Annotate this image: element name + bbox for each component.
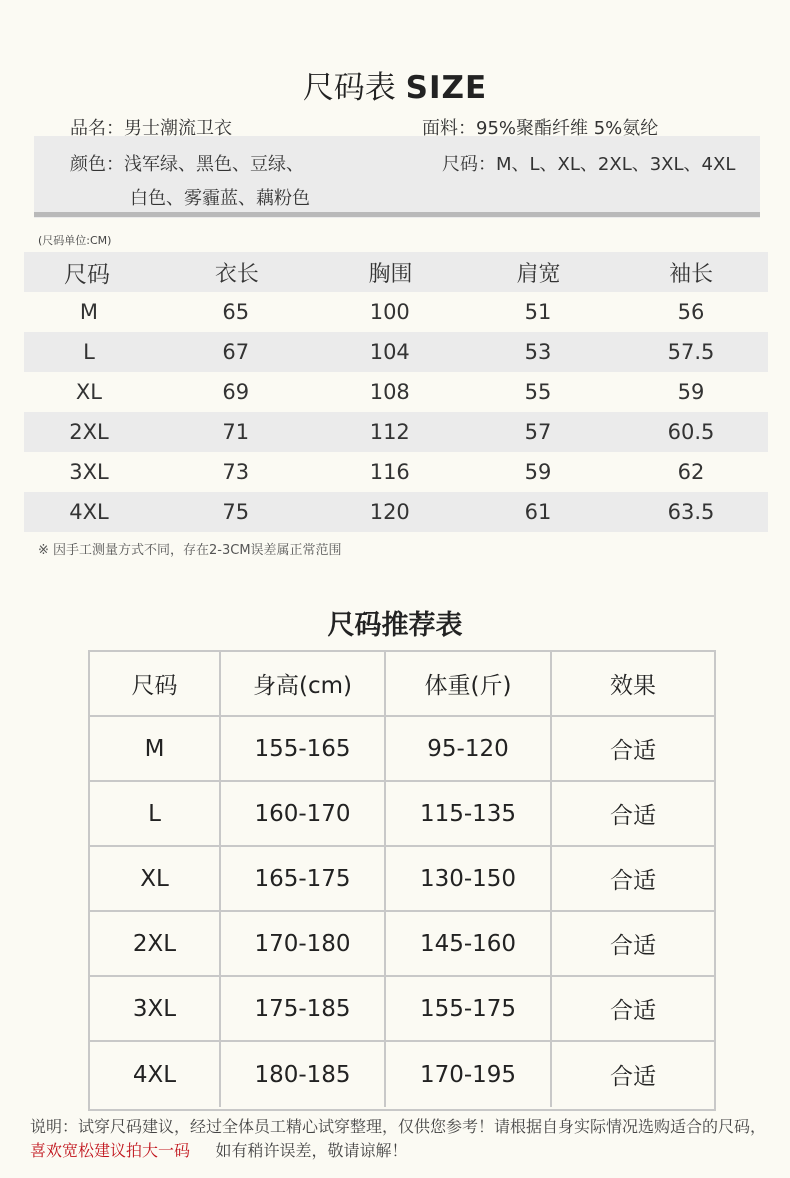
table-row <box>24 412 768 452</box>
sleeve-cell: 63.5 <box>667 500 715 524</box>
chest-cell: 100 <box>369 300 410 324</box>
size-table <box>24 252 768 532</box>
weight-cell: 130-150 <box>386 847 552 910</box>
header-cell: 体重(斤) <box>386 652 552 715</box>
chest-cell: 108 <box>369 380 410 404</box>
colors-line-1: 颜色：浅军绿、黑色、豆绿、 <box>70 154 304 175</box>
measurement-note: ※ 因手工测量方式不同，存在2-3CM误差属正常范围 <box>38 543 342 558</box>
title-en: SIZE <box>405 70 488 106</box>
footer-text-end: 如有稍许误差，敬请谅解！ <box>190 1141 408 1160</box>
table-row <box>90 912 714 977</box>
size-cell: 2XL <box>69 420 109 444</box>
size-cell: 4XL <box>90 1042 221 1107</box>
fit-cell: 合适 <box>610 1064 656 1090</box>
table-row <box>24 452 768 492</box>
size-cell: 4XL <box>69 500 109 524</box>
fit-cell: 合适 <box>610 998 656 1024</box>
size-cell: L <box>90 782 221 845</box>
product-info <box>34 108 760 218</box>
available-sizes: 尺码：M、L、XL、2XL、3XL、4XL <box>442 154 736 175</box>
chest-cell: 112 <box>369 420 410 444</box>
size-cell: L <box>83 340 95 364</box>
height-cell: 160-170 <box>221 782 386 845</box>
header-cell: 肩宽 <box>516 261 561 287</box>
weight-cell: 170-195 <box>386 1042 552 1107</box>
sleeve-cell: 62 <box>677 460 705 484</box>
size-table-header <box>24 252 768 292</box>
fit-cell: 合适 <box>610 933 656 959</box>
chest-cell: 120 <box>369 500 410 524</box>
table-row <box>90 782 714 847</box>
table-row <box>24 332 768 372</box>
shoulder-cell: 51 <box>524 300 552 324</box>
table-row <box>90 977 714 1042</box>
footer-highlight: 喜欢宽松建议拍大一码 <box>30 1141 191 1160</box>
header-cell: 胸围 <box>368 261 413 287</box>
weight-cell: 145-160 <box>386 912 552 975</box>
header-cell: 袖长 <box>669 261 714 287</box>
recommend-table <box>88 650 716 1111</box>
table-row <box>24 292 768 332</box>
colors-line-2: 白色、雾霾蓝、藕粉色 <box>130 188 310 209</box>
size-cell: XL <box>75 380 103 404</box>
length-cell: 67 <box>222 340 250 364</box>
shoulder-cell: 57 <box>524 420 552 444</box>
fit-cell: 合适 <box>610 868 656 894</box>
table-row <box>24 492 768 532</box>
sleeve-cell: 57.5 <box>667 340 715 364</box>
height-cell: 175-185 <box>221 977 386 1040</box>
fabric: 面料：95%聚酯纤维 5%氨纶 <box>422 118 659 139</box>
length-cell: 69 <box>222 380 250 404</box>
header-cell: 衣长 <box>214 261 259 287</box>
title-cn: 尺码表 <box>302 70 396 106</box>
product-name: 品名：男士潮流卫衣 <box>70 118 232 139</box>
weight-cell: 155-175 <box>386 977 552 1040</box>
length-cell: 71 <box>222 420 250 444</box>
chest-cell: 104 <box>369 340 410 364</box>
size-cell: XL <box>90 847 221 910</box>
height-cell: 165-175 <box>221 847 386 910</box>
sleeve-cell: 56 <box>677 300 705 324</box>
table-row <box>90 847 714 912</box>
fit-cell: 合适 <box>610 738 656 764</box>
shoulder-cell: 55 <box>524 380 552 404</box>
shoulder-cell: 61 <box>524 500 552 524</box>
size-cell: M <box>90 717 221 780</box>
header-cell: 尺码 <box>64 261 110 288</box>
size-cell: 3XL <box>90 977 221 1040</box>
shoulder-cell: 53 <box>524 340 552 364</box>
chest-cell: 116 <box>369 460 410 484</box>
footer-note <box>30 1115 770 1163</box>
shoulder-cell: 59 <box>524 460 552 484</box>
divider <box>34 212 760 217</box>
sleeve-cell: 60.5 <box>667 420 715 444</box>
weight-cell: 95-120 <box>386 717 552 780</box>
length-cell: 75 <box>222 500 250 524</box>
size-cell: 3XL <box>69 460 109 484</box>
header-cell: 效果 <box>610 673 656 699</box>
size-cell: 2XL <box>90 912 221 975</box>
recommend-title: 尺码推荐表 <box>327 610 463 641</box>
table-row <box>90 1042 714 1107</box>
height-cell: 170-180 <box>221 912 386 975</box>
length-cell: 73 <box>222 460 250 484</box>
unit-note: (尺码单位:CM) <box>38 234 112 247</box>
size-cell: M <box>79 300 99 324</box>
fit-cell: 合适 <box>610 803 656 829</box>
table-row <box>90 717 714 782</box>
recommend-table-header <box>90 652 714 717</box>
sleeve-cell: 59 <box>677 380 705 404</box>
table-row <box>24 372 768 412</box>
length-cell: 65 <box>222 300 250 324</box>
page-title <box>0 62 790 107</box>
weight-cell: 115-135 <box>386 782 552 845</box>
footer-text: 说明：试穿尺码建议，经过全体员工精心试穿整理，仅供您参考！请根据自身实际情况选购适合的尺码， <box>30 1117 767 1136</box>
header-cell: 尺码 <box>90 652 221 715</box>
height-cell: 180-185 <box>221 1042 386 1107</box>
header-cell: 身高(cm) <box>221 652 386 715</box>
height-cell: 155-165 <box>221 717 386 780</box>
